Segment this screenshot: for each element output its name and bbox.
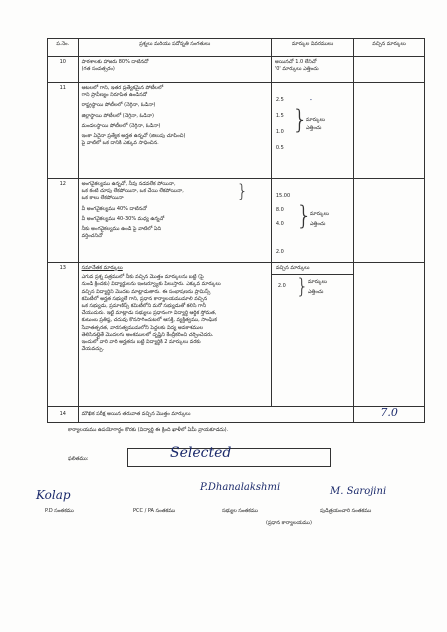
row-question-line: సేవాతత్పరత, వారసత్వముమలోని పెద్దలకు విద్య అవకాశముల xyxy=(81,324,204,331)
row-details-line: అయినచో 1.0 లేనిచో xyxy=(274,59,317,65)
row-marks xyxy=(354,407,425,423)
row-question-line: వచ్చిన విద్యార్థిని మొదట మాట్లాడుతారు. ఈ సంభాషణను ప్రామిస్స్ xyxy=(81,288,211,295)
member2-signature-label: పుడిత్రయంచారి సంతకము xyxy=(320,508,372,514)
score-value: 1.0 xyxy=(275,129,284,135)
row-question-line: అంగవైకల్యము ఉన్నచో, నీవు నడవలేక పోయినా, xyxy=(81,181,176,187)
table-row xyxy=(48,83,425,179)
row-question-line: రాష్ట్రస్థాయి పోటీలలో (నెగ్గినా, ఓడినా) xyxy=(81,102,156,109)
row-question-line: నుండి క్రిందకు) విద్యార్థులను ఇంటర్వ్యూకు పిలుస్తారు. ఎక్కువ మార్కులు xyxy=(81,281,221,288)
row-no: 11 xyxy=(48,83,79,179)
details-label: మార్కులు xyxy=(305,117,325,123)
row-question-line: ఒక కాలు లేకపోయినా xyxy=(81,195,124,202)
row-question-line: ఒక కంటి చూపు లేకపోయినా, ఒక చేయి లేకపోయినా, xyxy=(81,188,184,195)
office-use-note: కార్యాలయము ఉపయోగార్థం కొరకు (విద్యార్థి ఈ క్రింది ఖాళీలో ఏమీ వ్రాయకూడదు). xyxy=(68,427,229,433)
score-value: 2.0 xyxy=(277,283,286,289)
brace-symbol: } xyxy=(236,181,249,202)
details-label: మార్కులు xyxy=(307,279,327,285)
row-question xyxy=(78,179,271,263)
score-value: 15.00 xyxy=(275,193,291,199)
row-question-line: పై వాటిలో ఒక దానికి ఎక్కువ సాధించిన. xyxy=(81,140,159,147)
row-marks xyxy=(354,57,425,83)
details-header: వచ్చిన మార్కులు xyxy=(272,263,353,275)
result-label: ఫలితము: xyxy=(68,456,89,462)
row-question-line: నీకు అంగవైకల్యము ఉండి పై వాటిలో ఏది xyxy=(81,226,161,233)
pd-signature: Kolap xyxy=(36,488,71,502)
table-row xyxy=(48,263,425,407)
member1-signature: P.Dhanalakshmi xyxy=(200,482,281,493)
score-value: 0.5 xyxy=(275,145,284,151)
row-question-line: ఎగువ ప్రశ్న పత్రములో నీకు వచ్చిన మొత్తం మార్కులను బట్టి (పై xyxy=(81,274,204,281)
brace-symbol: } xyxy=(295,201,313,231)
row-question xyxy=(78,263,271,407)
row-details xyxy=(271,83,353,179)
row-question-title: సమానేతక మార్కులు xyxy=(81,265,123,271)
score-value: 8.0 xyxy=(275,207,284,213)
details-label: మార్కులు xyxy=(309,211,329,217)
table-row xyxy=(48,57,425,83)
row-marks xyxy=(354,263,425,407)
row-question-line: ఇందులో వారి వారి అర్హతను బట్టి విద్యార్థికి 2 మార్కులు వరకు xyxy=(81,339,201,346)
row-details-line: '0' మార్కులు ఎత్తించు xyxy=(274,66,319,73)
tick-mark-icon: ⸳ xyxy=(309,94,313,103)
row-question xyxy=(78,83,271,179)
row-question-line: వర్తించనిచో xyxy=(81,233,103,240)
row-question xyxy=(78,57,271,83)
row-question-line: (గత సంవత్సరం) xyxy=(81,66,115,73)
result-handwritten: Selected xyxy=(170,445,232,461)
details-label: ఎత్తించు xyxy=(309,221,326,227)
total-marks-handwritten: 7.0 xyxy=(380,406,398,420)
row-question-line: ఆటలలో గాని, ఇతర ప్రత్యేకమైన పోటీలలో xyxy=(81,85,164,91)
score-value: 4.0 xyxy=(275,221,284,227)
table-row xyxy=(48,179,425,263)
table-row xyxy=(48,407,425,423)
header-question: ప్రశ్నలు మరియు పదోన్నతి సంగతులు xyxy=(78,39,271,57)
brace-symbol: } xyxy=(295,274,309,298)
row-question-line: చేయుదురు. ఇట్టి మాట్లాడు సభ్యులు ప్రధానంగా విద్యార్థి ఆర్థిక స్తోమత, xyxy=(81,310,217,317)
row-question-line: గాని ప్రావీణ్యం నిరూపిత ఉండినదో xyxy=(81,92,147,99)
row-question-line: మండలస్థాయి పోటీలలో (నెగ్గినా, ఓడినా) xyxy=(81,122,161,129)
member2-signature: M. Sarojini xyxy=(330,486,387,497)
row-question-line: ఇంకా ఏదైనా ప్రత్యేక అర్హత ఉన్నచో (జిలుపు చూపించి) xyxy=(81,133,186,140)
header-no: ప.నెం. xyxy=(48,39,79,57)
details-label: ఎత్తించు xyxy=(305,125,322,131)
score-value: 2.0 xyxy=(275,249,284,255)
row-question-line: వీ అంగవైకల్యము 40% దాటినచో xyxy=(81,205,147,212)
brace-symbol: } xyxy=(291,105,309,135)
header-marks: వచ్చిన మార్కులు xyxy=(354,39,425,57)
row-question xyxy=(78,407,354,423)
row-question-line: మౌఖిక పరీక్ష అయిన తరువాత వచ్చిన మొత్తం మార్కులు xyxy=(81,410,191,417)
row-question-line: కుటుంబ ప్రతిష్ఠ, చదువు కొనసాగించుటలో ఆసక్తి, వ్యక్తిత్వము, సాంఘిక xyxy=(81,317,217,324)
row-question-line: జిల్లాస్థాయి పోటీలలో (నెగ్గినా, ఓడినా) xyxy=(81,112,154,119)
pcc-signature-label: PCC / PA సంతకము xyxy=(133,508,176,514)
row-question-line: కమిటీలో అర్హత సభ్యులే గాని, ప్రధాన కార్యాలయముమాలి వచ్చిన xyxy=(81,295,208,302)
row-question-line: తెలిసినట్లైతే మొదలగు అంశములలో దృష్టిని కేంద్రీకరించి చర్చించెదరు. xyxy=(81,331,214,338)
row-no: 12 xyxy=(48,179,79,263)
row-question-line: వీ అంగవైకల్యము 40-30% మధ్య ఉన్నచో xyxy=(81,215,165,222)
details-label: ఎత్తించు xyxy=(307,289,324,295)
member1-signature-label: సభ్యుల సంతకము xyxy=(222,508,258,514)
office-label: (ప్రధాన కార్యాలయము) xyxy=(266,520,312,526)
score-value: 2.5 xyxy=(275,97,284,103)
row-no: 14 xyxy=(48,407,79,423)
header-details: మార్కుల వివరములు xyxy=(271,39,353,57)
row-no: 13 xyxy=(48,263,79,407)
row-marks xyxy=(354,179,425,263)
table-header-row xyxy=(48,39,425,57)
row-question-line: ఒక సభ్యుడు, ప్రమాణిస్స్ కమిటీలోని మరో సభ్యుడుతో కలిసి గానీ xyxy=(81,303,207,310)
row-details xyxy=(271,263,353,407)
row-details xyxy=(271,57,353,83)
row-details xyxy=(271,179,353,263)
row-marks xyxy=(354,83,425,179)
row-no: 10 xyxy=(48,57,79,83)
row-question-line: పాఠశాలకు హాజరు 80% దాటినదో xyxy=(81,59,149,65)
pd-signature-label: P.D సంతకము xyxy=(45,508,74,514)
score-value: 1.5 xyxy=(275,113,284,119)
marks-table xyxy=(47,38,425,423)
row-question-line: వేయవచ్చు. xyxy=(81,346,105,353)
